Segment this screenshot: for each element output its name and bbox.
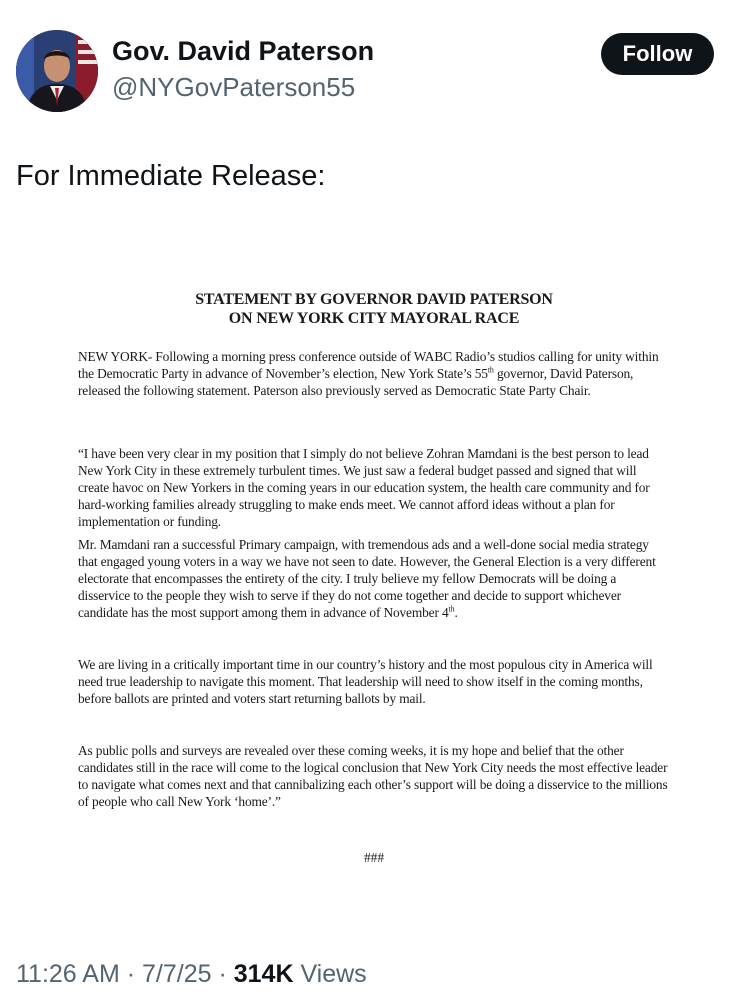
tweet-time[interactable]: 11:26 AM [16,960,120,988]
views-label: Views [293,960,367,988]
statement-paragraph-5: As public polls and surveys are revealed over these coming weeks, it is my hope and belief that the other candidates still in the race will come to the logical conclusion that New York City needs the most effective leader to navigate what comes next and that cannibalizing each other’s support will be doing a disservice to the millions of people who call New York ‘home’.” [78,743,668,810]
paragraph-1-text-a: NEW YORK- Following a morning press conference outside of WABC Radio’s studios calling for unity within the Democratic Party in advance of November’s election, New York State’s 55 [78,349,659,382]
meta-separator: · [211,960,234,988]
statement-paragraph-2: “I have been very clear in my position that I simply do not believe Zohran Mamdani is the best person to lead New York City in these extremely turbulent times. We just saw a federal budget passed and signed that will create havoc on New Yorkers in the coming years in our education system, the health care community and for hard-working families already struggling to make ends meet. We cannot afford ideas without a plan for implementation or funding. [78,446,650,530]
statement-paragraph-4: We are living in a critically important time in our country’s history and the most populous city in America will need true leadership to navigate this moment. That leadership will need to show itself in the coming months, before ballots are printed and voters start returning ballots by mail. [78,657,653,707]
profile-photo-icon [16,30,98,112]
author-name[interactable]: Gov. David Paterson [112,36,375,66]
paragraph-3-text-a: Mr. Mamdani ran a successful Primary campaign, with tremendous ads and a well-done social media strategy that engaged young voters in a way we have not seen to date. However, the General Election is a very different electorate that encompasses the entirety of the city. I truly believe my fellow Democrats will be doing a disservice to the people they wish to serve if they do not come together and decide to support whichever candidate has the most support among them in advance of November 4 [78,537,656,621]
statement-paragraph-1 [78,348,670,399]
paragraph-3-superscript: th [448,604,455,614]
statement-paragraph-3 [78,536,670,621]
paragraph-1-superscript: th [487,365,494,375]
statement-title-line1: STATEMENT BY GOVERNOR DAVID PATERSON [195,291,553,308]
views-count[interactable]: 314K [233,960,294,988]
avatar[interactable] [16,30,98,112]
paragraph-3-text-b: . [454,605,458,621]
tweet-text: For Immediate Release: [16,160,326,192]
statement-title [78,290,670,328]
follow-button[interactable]: Follow [601,33,714,75]
tweet-date[interactable]: 7/7/25 [142,960,212,988]
statement-end-mark: ### [363,850,385,865]
press-release-image[interactable] [78,290,670,865]
statement-title-line2: ON NEW YORK CITY MAYORAL RACE [228,310,520,327]
paragraph-1-text-b: governor, David Paterson, released the following statement. Paterson also previously served as Democratic State Party Chair. [78,366,634,399]
tweet-meta [16,960,367,989]
meta-separator: · [119,960,142,988]
author-handle[interactable]: @NYGovPaterson55 [112,72,356,102]
